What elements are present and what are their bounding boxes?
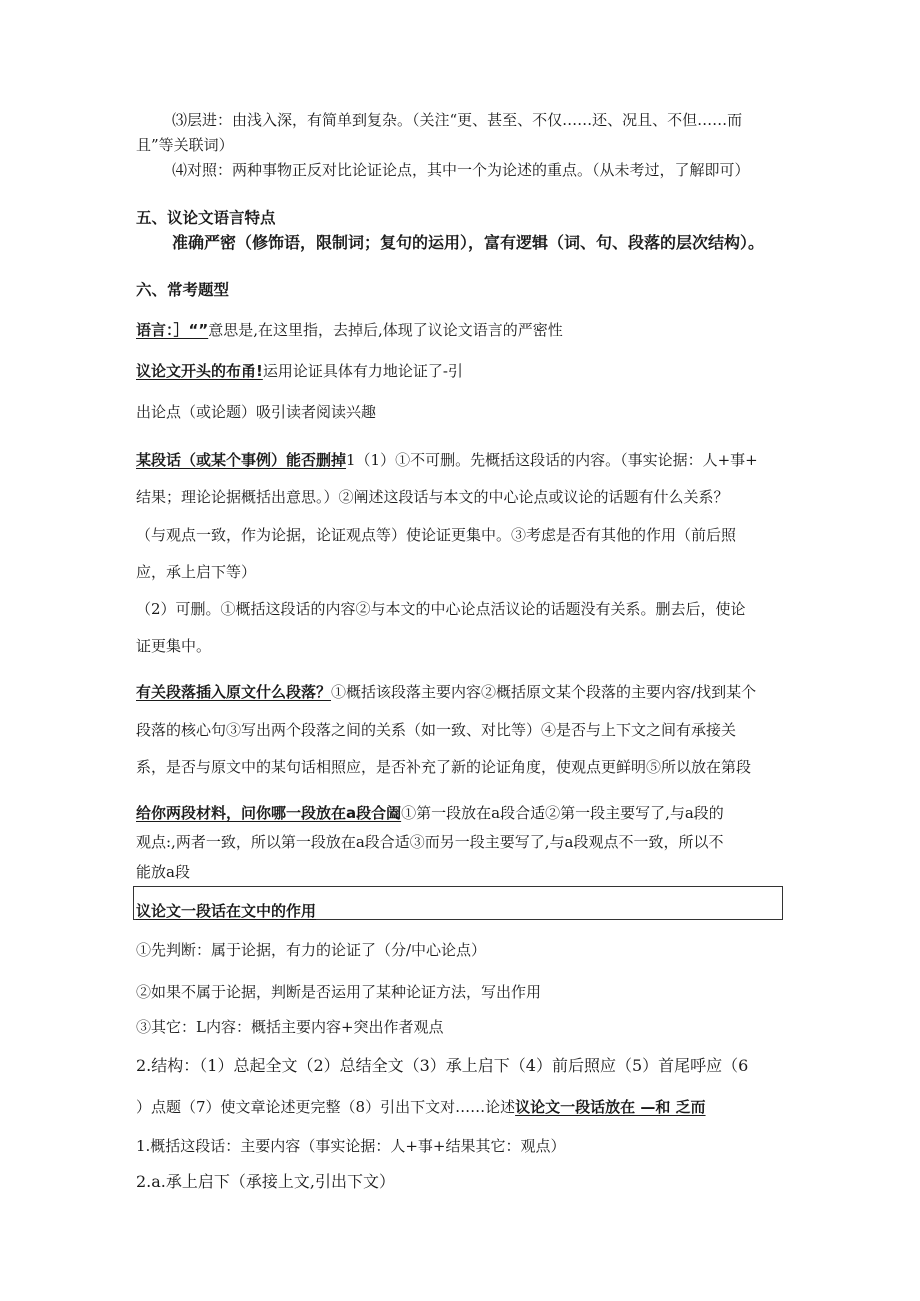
text-line: （与观点一致，作为论据，论证观点等）使论证更集中。③考虑是否有其他的作用（前后照 <box>136 526 737 544</box>
question-text: ①概括该段落主要内容②概括原文某个段落的主要内容/找到某个 <box>331 683 757 701</box>
question-keyword: 语言：］“” <box>136 321 209 339</box>
question-line <box>136 320 563 340</box>
text-line: ③其它：L内容：概括主要内容+突出作者观点 <box>136 1018 444 1036</box>
text-line: 且”等关联词） <box>136 136 234 154</box>
text-line: （2）可删。①概括这段话的内容②与本文的中心论点活议论的话题没有关系。删去后，使论 <box>136 600 746 618</box>
question-keyword: 议论文开头的布甬! <box>136 362 263 380</box>
question-keyword: 有关段落插入原文什么段落？ <box>136 683 332 701</box>
question-keyword: 某段话（或某个事例）能否删掉 <box>136 451 347 469</box>
text-line: 能放a段 <box>136 863 190 881</box>
text-line: 1.概括这段话：主要内容（事实论据：人+事+结果其它：观点） <box>136 1137 566 1155</box>
question-line <box>136 803 724 823</box>
question-line <box>136 450 758 470</box>
section-body: 准确严密（修饰语，限制词；复句的运用），富有逻辑（词、句、段落的层次结构）。 <box>172 233 765 252</box>
question-text: ①第一段放在a段合适②第一段主要写了,与a段的 <box>401 804 724 822</box>
text-line: ⑷对照：两种事物正反对比论证论点，其中一个为论述的重点。（从未考过，了解即可） <box>172 161 750 179</box>
question-text: ）点题（7）使文章论述更完整（8）引出下文对……论述 <box>136 1098 516 1116</box>
section-heading: 六、常考题型 <box>136 281 230 299</box>
question-keyword: 给你两段材料，问你哪一段放在a段合阖 <box>136 804 402 822</box>
text-line: 段落的核心句③写出两个段落之间的关系（如一致、对比等）④是否与上下文之间有承接关 <box>136 721 737 739</box>
boxed-title <box>133 886 783 920</box>
question-line <box>136 361 463 381</box>
text-line: 应，承上启下等） <box>136 563 257 581</box>
text-line: ②如果不属于论据，判断是否运用了某种论证方法，写出作用 <box>136 983 542 1001</box>
question-text: 意思是,在这里指，去掉后,体现了议论文语言的严密性 <box>208 321 563 339</box>
question-text: 运用论证具体有力地论证了-引 <box>262 362 463 380</box>
text-line: 证更集中。 <box>136 637 212 655</box>
section-heading: 五、议论文语言特点 <box>136 209 276 227</box>
text-line: 2.a.承上启下（承接上文,引出下文） <box>136 1172 395 1191</box>
question-keyword: 议论文一段话放在 —和 乏而 <box>515 1098 706 1116</box>
question-text: 1（1）①不可删。先概括这段话的内容。（事实论据：人+事+ <box>346 451 758 469</box>
box-title-text: 议论文一段话在文中的作用 <box>136 902 317 920</box>
text-line: 2.结构：（1）总起全文（2）总结全文（3）承上启下（4）前后照应（5）首尾呼应（6 <box>136 1056 749 1075</box>
text-line: 出论点（或论题）吸引读者阅读兴趣 <box>136 403 377 421</box>
question-line <box>136 682 756 702</box>
text-line: 观点:,两者一致，所以第一段放在a段合适③而另一段主要写了,与a段观点不一致，所以不 <box>136 833 724 851</box>
text-line: 结果；理论论据概括出意思。）②阐述这段话与本文的中心论点或议论的话题有什么关系？ <box>136 488 729 506</box>
text-line: ①先判断：属于论据，有力的论证了（分/中心论点） <box>136 941 487 959</box>
text-line: 系，是否与原文中的某句话相照应，是否补充了新的论证角度，使观点更鲜明⑤所以放在第段 <box>136 758 752 776</box>
text-line: ⑶层进：由浅入深，有简单到复杂。（关注“更、甚至、不仅……还、况且、不但……而 <box>172 111 743 129</box>
question-line <box>136 1097 706 1117</box>
